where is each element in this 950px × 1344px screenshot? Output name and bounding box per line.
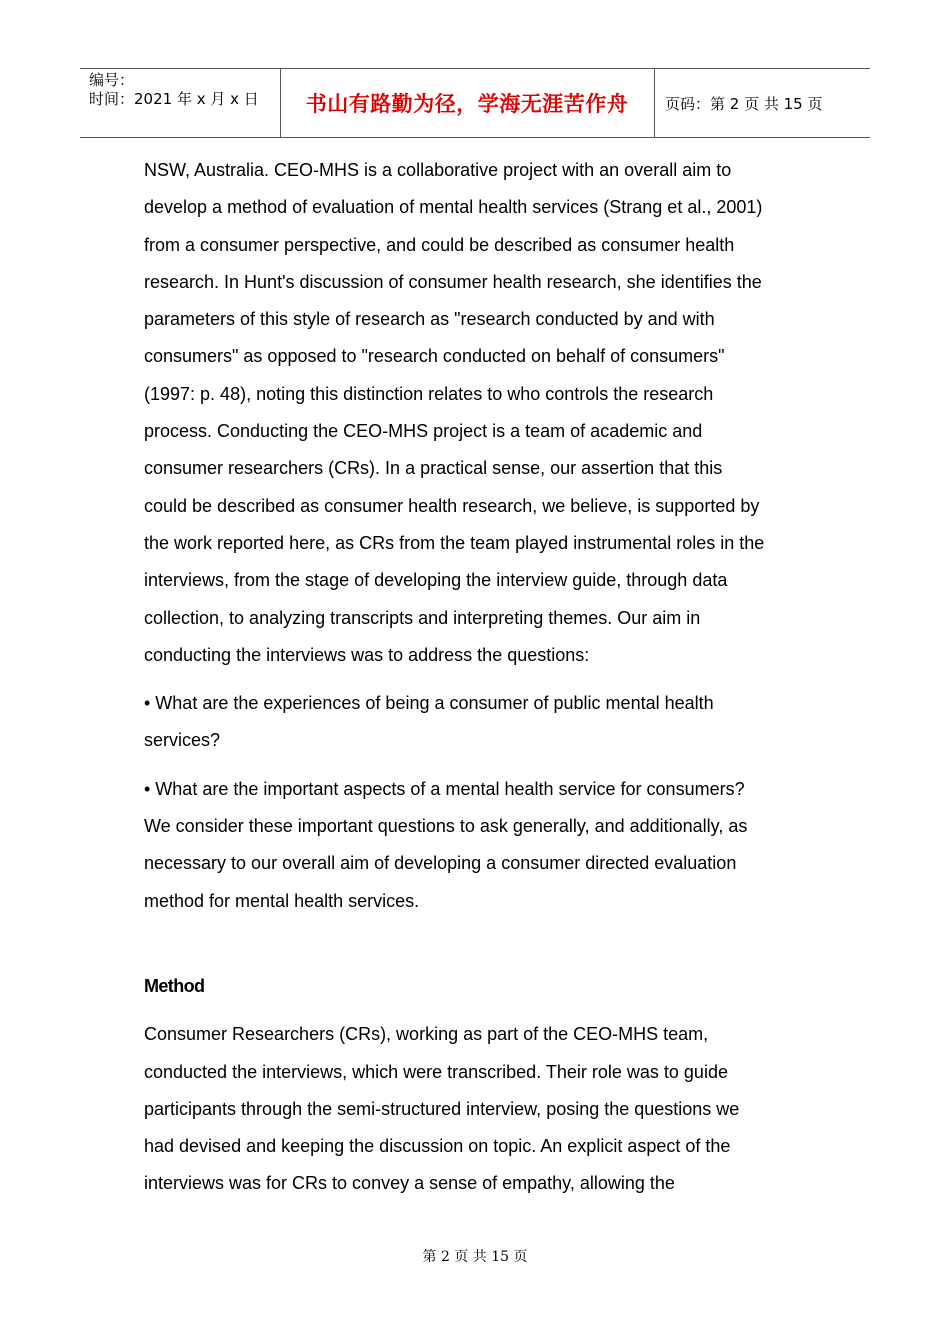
text-line: conducting the interviews was to address the questions: — [144, 644, 590, 665]
text-line: consumer researchers (CRs). In a practical sense, our assertion that this — [144, 458, 723, 479]
bullet-item — [144, 771, 814, 920]
text-line: interviews was for CRs to convey a sense of empathy, allowing the — [144, 1173, 675, 1194]
header-divider — [654, 69, 655, 137]
page-header — [80, 68, 870, 138]
text-line: method for mental health services. — [144, 890, 420, 911]
text-line: We consider these important questions to ask generally, and additionally, as — [144, 816, 748, 837]
body-paragraph — [144, 152, 814, 674]
header-meta — [89, 71, 259, 109]
document-body — [144, 152, 814, 1203]
text-line: process. Conducting the CEO-MHS project is a team of academic and — [144, 421, 703, 442]
document-number-label: 编号： — [89, 71, 135, 89]
bullet-item — [144, 685, 814, 760]
text-line: • What are the experiences of being a consumer of public mental health — [144, 693, 714, 714]
text-line: Consumer Researchers (CRs), working as part of the CEO-MHS team, — [144, 1024, 709, 1045]
header-motto: 书山有路勤为径，学海无涯苦作舟 — [305, 91, 629, 116]
body-paragraph — [144, 1016, 814, 1202]
text-line: the work reported here, as CRs from the team played instrumental roles in the — [144, 532, 765, 553]
text-line: interviews, from the stage of developing the interview guide, through data — [144, 570, 728, 591]
text-line: collection, to analyzing transcripts and interpreting themes. Our aim in — [144, 607, 701, 628]
text-line: (1997: p. 48), noting this distinction relates to who controls the research — [144, 383, 714, 404]
text-line: develop a method of evaluation of mental health services (Strang et al., 2001) — [144, 197, 763, 218]
header-page-info: 页码：第 2 页 共 15 页 — [665, 94, 823, 113]
text-line: parameters of this style of research as "research conducted by and with — [144, 309, 715, 330]
text-line: consumers" as opposed to "research conducted on behalf of consumers" — [144, 346, 725, 367]
text-line: necessary to our overall aim of developing a consumer directed evaluation — [144, 853, 737, 874]
section-heading-method: Method — [144, 975, 205, 996]
text-line: had devised and keeping the discussion on topic. An explicit aspect of the — [144, 1136, 731, 1157]
text-line: could be described as consumer health research, we believe, is supported by — [144, 495, 760, 516]
text-line: services? — [144, 730, 221, 751]
text-line: • What are the important aspects of a mental health service for consumers? — [144, 778, 745, 799]
document-date: 时间：2021 年 x 月 x 日 — [89, 90, 259, 108]
text-line: research. In Hunt's discussion of consumer health research, she identifies the — [144, 271, 762, 292]
page-footer: 第 2 页 共 15 页 — [422, 1249, 528, 1265]
text-line: from a consumer perspective, and could be described as consumer health — [144, 234, 735, 255]
text-line: conducted the interviews, which were transcribed. Their role was to guide — [144, 1061, 728, 1082]
text-line: participants through the semi-structured interview, posing the questions we — [144, 1098, 740, 1119]
text-line: NSW, Australia. CEO-MHS is a collaborative project with an overall aim to — [144, 160, 732, 180]
